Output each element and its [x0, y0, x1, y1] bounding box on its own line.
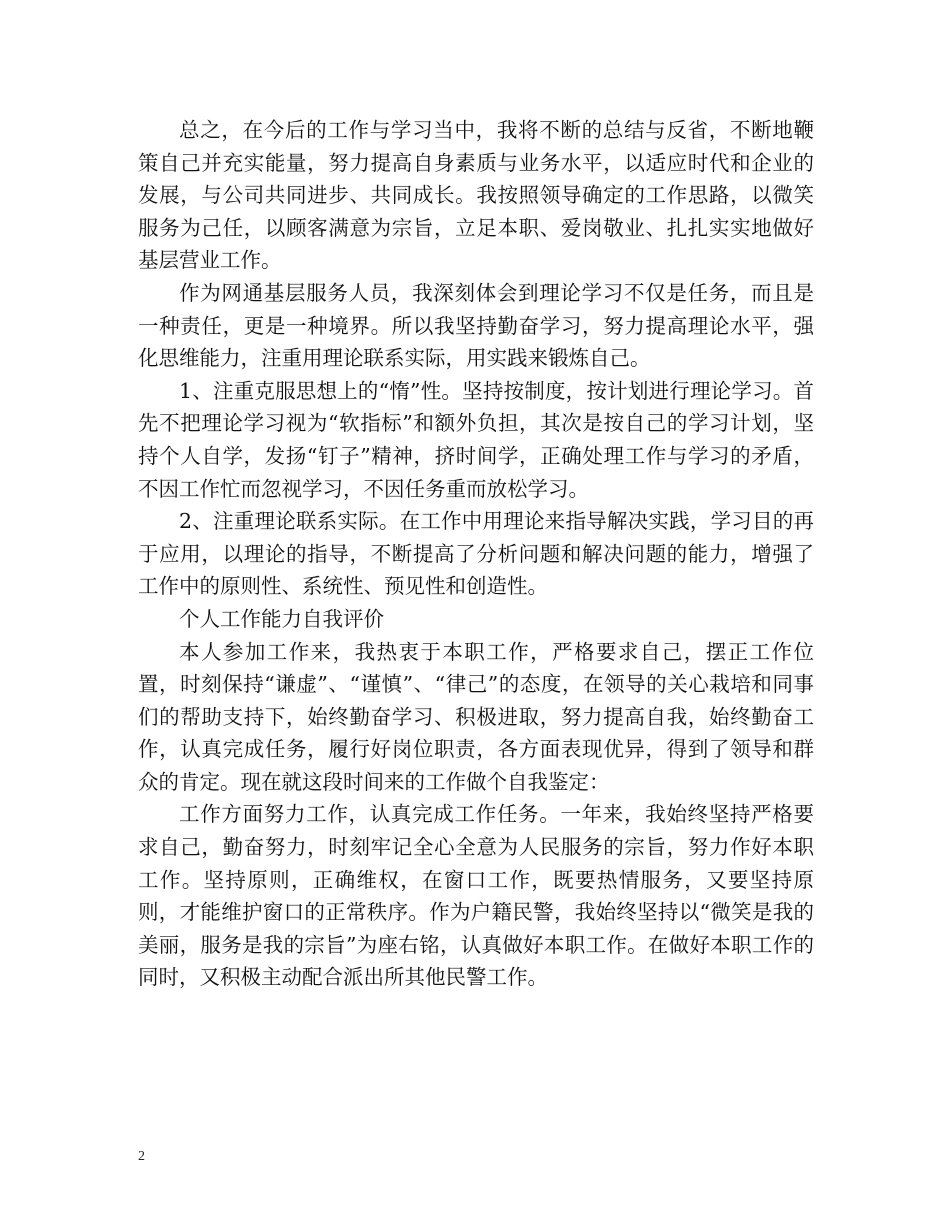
section-heading: 个人工作能力自我评价 [179, 606, 384, 631]
paragraph-self-evaluation: 本人参加工作来，我热衷于本职工作，严格要求自己，摆正工作位置，时刻保持“谦虚”、“谨慎”、“律己”的态度，在领导的关心栽培和同事们的帮助支持下，始终勤奋学习、积极进取，努力提高自我，始终勤奋工作，认真完成任务，履行好岗位职责，各方面表现优异，得到了领导和群众的肯定。现在就这段时间来的工作做个自我鉴定： [138, 639, 814, 794]
paragraph-point-2: 2、注重理论联系实际。在工作中用理论来指导解决实践，学习目的再于应用，以理论的指导，不断提高了分析问题和解决问题的能力，增强了工作中的原则性、系统性、预见性和创造性。 [138, 509, 814, 599]
document-body [138, 114, 814, 994]
page-number: 2 [138, 1149, 145, 1164]
paragraph-summary: 总之，在今后的工作与学习当中，我将不断的总结与反省，不断地鞭策自己并充实能量，努力提高自身素质与业务水平，以适应时代和企业的发展，与公司共同进步、共同成长。我按照领导确定的工作思路，以微笑服务为己任，以顾客满意为宗旨，立足本职、爱岗敬业、扎扎实实地做好基层营业工作。 [138, 118, 814, 273]
paragraph-point-1: 1、注重克服思想上的“惰”性。坚持按制度，按计划进行理论学习。首先不把理论学习视为“软指标”和额外负担，其次是按自己的学习计划，坚持个人自学，发扬“钉子”精神，挤时间学，正确处理工作与学习的矛盾，不因工作忙而忽视学习，不因任务重而放松学习。 [138, 378, 814, 501]
paragraph-theory-study: 作为网通基层服务人员，我深刻体会到理论学习不仅是任务，而且是一种责任，更是一种境界。所以我坚持勤奋学习，努力提高理论水平，强化思维能力，注重用理论联系实际，用实践来锻炼自己。 [138, 280, 814, 371]
paragraph-work: 工作方面努力工作，认真完成工作任务。一年来，我始终坚持严格要求自己，勤奋努力，时刻牢记全心全意为人民服务的宗旨，努力作好本职工作。坚持原则，正确维权，在窗口工作，既要热情服务，又要坚持原则，才能维护窗口的正常秩序。作为户籍民警，我始终坚持以“微笑是我的美丽，服务是我的宗旨”为座右铭，认真做好本职工作。在做好本职工作的同时，又积极主动配合派出所其他民警工作。 [138, 802, 814, 990]
